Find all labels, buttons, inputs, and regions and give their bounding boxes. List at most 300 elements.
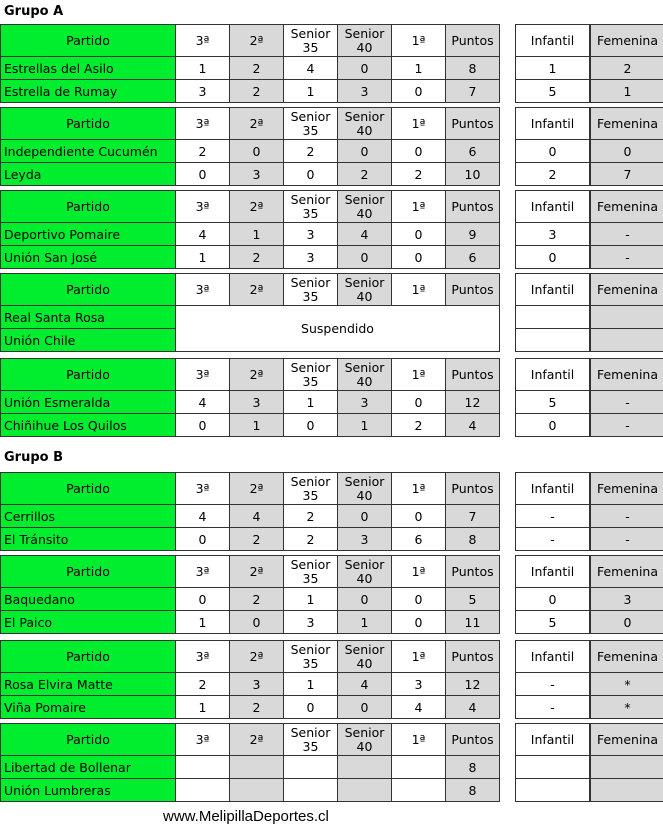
score-cell: 4 (446, 696, 500, 719)
header-senior-40-line: 40 (356, 39, 373, 55)
header-infantil: Infantil (516, 556, 590, 588)
team-name: El Paico (1, 611, 176, 634)
score-cell (176, 756, 230, 779)
team-row (591, 611, 663, 634)
header-row (516, 359, 590, 391)
score-cell: 3 (284, 611, 338, 634)
header-primera: 1ª (392, 473, 446, 505)
header-senior-35-line: 35 (302, 570, 319, 586)
team-name: Real Santa Rosa (1, 306, 176, 329)
femenina-score: * (591, 673, 663, 696)
team-row (516, 80, 590, 103)
header-primera: 1ª (392, 274, 446, 306)
team-row (516, 673, 590, 696)
femenina-table (590, 273, 663, 352)
score-cell: 2 (176, 673, 230, 696)
team-row (1, 57, 500, 80)
header-senior-40-line: 40 (356, 205, 373, 221)
header-senior-35-line: 35 (302, 122, 319, 138)
header-femenina: Femenina (591, 191, 663, 223)
score-cell: 1 (338, 414, 392, 437)
match-block (0, 723, 663, 804)
header-primera: 1ª (392, 108, 446, 140)
group-title: Grupo B (4, 450, 64, 465)
score-cell: 0 (392, 223, 446, 246)
match-table (0, 358, 500, 437)
header-senior-40 (338, 274, 392, 306)
header-infantil: Infantil (516, 108, 590, 140)
header-senior-40-line: 40 (356, 373, 373, 389)
team-row (1, 673, 500, 696)
score-cell: 3 (338, 80, 392, 103)
score-cell: 4 (230, 505, 284, 528)
infantil-score: - (516, 528, 590, 551)
team-row (591, 756, 663, 779)
score-cell: 0 (338, 246, 392, 269)
team-row (591, 140, 663, 163)
header-row (516, 191, 590, 223)
score-cell: 1 (284, 673, 338, 696)
femenina-score: 0 (591, 611, 663, 634)
score-cell: 1 (176, 246, 230, 269)
infantil-score: - (516, 505, 590, 528)
header-senior-35-line: 35 (302, 39, 319, 55)
team-row (516, 57, 590, 80)
team-row (591, 246, 663, 269)
team-name: Chiñihue Los Quilos (1, 414, 176, 437)
team-row (591, 696, 663, 719)
site-url: www.MelipillaDeportes.cl (163, 808, 329, 825)
team-row (516, 246, 590, 269)
team-row (591, 329, 663, 352)
score-cell: 4 (446, 414, 500, 437)
team-row (1, 414, 500, 437)
score-cell: 0 (392, 611, 446, 634)
header-senior-35-line: Senior (290, 359, 331, 375)
header-senior-35-line: Senior (290, 191, 331, 207)
header-senior-35-line: 35 (302, 655, 319, 671)
header-femenina: Femenina (591, 724, 663, 756)
score-cell (392, 779, 446, 802)
team-row (516, 414, 590, 437)
score-cell: 0 (284, 163, 338, 186)
header-row (516, 724, 590, 756)
team-row (591, 57, 663, 80)
header-segunda: 2ª (230, 274, 284, 306)
team-row (591, 391, 663, 414)
header-infantil: Infantil (516, 25, 590, 57)
infantil-score: 0 (516, 414, 590, 437)
score-cell (230, 779, 284, 802)
infantil-score: 5 (516, 611, 590, 634)
match-table (0, 273, 500, 352)
team-row (1, 528, 500, 551)
header-senior-40-line: Senior (344, 359, 385, 375)
header-segunda: 2ª (230, 191, 284, 223)
infantil-table (515, 190, 590, 269)
header-row (591, 359, 663, 391)
header-femenina: Femenina (591, 274, 663, 306)
header-senior-40 (338, 191, 392, 223)
score-cell: 1 (230, 414, 284, 437)
score-cell: 0 (338, 696, 392, 719)
header-femenina: Femenina (591, 641, 663, 673)
score-cell: 3 (176, 80, 230, 103)
match-block (0, 273, 663, 354)
team-row (1, 246, 500, 269)
header-row (516, 641, 590, 673)
header-row (516, 473, 590, 505)
femenina-score: - (591, 528, 663, 551)
header-tercera: 3ª (176, 556, 230, 588)
score-cell: 1 (176, 611, 230, 634)
femenina-score (591, 779, 663, 802)
header-row (591, 724, 663, 756)
header-row (1, 274, 500, 306)
header-row (1, 641, 500, 673)
femenina-score: - (591, 391, 663, 414)
header-segunda: 2ª (230, 556, 284, 588)
score-cell: 1 (176, 57, 230, 80)
team-row (1, 588, 500, 611)
team-row (591, 779, 663, 802)
header-femenina: Femenina (591, 359, 663, 391)
team-row (591, 80, 663, 103)
team-row (1, 391, 500, 414)
header-tercera: 3ª (176, 191, 230, 223)
header-row (1, 191, 500, 223)
score-cell: 0 (392, 505, 446, 528)
score-cell: 12 (446, 673, 500, 696)
header-puntos: Puntos (446, 359, 500, 391)
femenina-table (590, 472, 663, 551)
header-senior-35-line: 35 (302, 487, 319, 503)
header-senior-40 (338, 25, 392, 57)
header-femenina: Femenina (591, 473, 663, 505)
femenina-score (591, 756, 663, 779)
infantil-score (516, 329, 590, 352)
team-name: Estrella de Rumay (1, 80, 176, 103)
score-cell: 6 (446, 246, 500, 269)
header-infantil: Infantil (516, 473, 590, 505)
femenina-score: - (591, 223, 663, 246)
score-cell (392, 756, 446, 779)
header-senior-35-line: Senior (290, 108, 331, 124)
header-senior-40 (338, 359, 392, 391)
team-row (591, 588, 663, 611)
score-cell: 0 (176, 588, 230, 611)
score-cell: 4 (338, 223, 392, 246)
match-block (0, 190, 663, 271)
score-cell: 3 (230, 673, 284, 696)
header-tercera: 3ª (176, 641, 230, 673)
infantil-score: - (516, 673, 590, 696)
header-partido: Partido (1, 108, 176, 140)
header-puntos: Puntos (446, 556, 500, 588)
score-cell: 8 (446, 756, 500, 779)
header-senior-40-line: Senior (344, 724, 385, 740)
score-cell: 1 (284, 391, 338, 414)
header-senior-35-line: Senior (290, 556, 331, 572)
header-puntos: Puntos (446, 191, 500, 223)
femenina-table (590, 107, 663, 186)
match-table (0, 472, 500, 551)
header-row (591, 108, 663, 140)
team-name: Independiente Cucumén (1, 140, 176, 163)
header-infantil: Infantil (516, 274, 590, 306)
femenina-score: 3 (591, 588, 663, 611)
header-senior-40-line: Senior (344, 641, 385, 657)
header-senior-35 (284, 473, 338, 505)
header-senior-40-line: Senior (344, 25, 385, 41)
score-cell: 6 (392, 528, 446, 551)
score-cell: 3 (284, 246, 338, 269)
score-cell: 4 (176, 505, 230, 528)
match-table (0, 555, 500, 634)
team-row (591, 306, 663, 329)
match-block (0, 555, 663, 636)
header-senior-35 (284, 556, 338, 588)
team-row (1, 779, 500, 802)
header-senior-35-line: Senior (290, 25, 331, 41)
header-senior-40-line: 40 (356, 570, 373, 586)
header-senior-40-line: 40 (356, 738, 373, 754)
score-cell: 0 (392, 80, 446, 103)
team-row (591, 223, 663, 246)
femenina-score: - (591, 246, 663, 269)
infantil-table (515, 24, 590, 103)
femenina-table (590, 358, 663, 437)
header-infantil: Infantil (516, 191, 590, 223)
header-senior-35-line: 35 (302, 288, 319, 304)
header-senior-40-line: Senior (344, 473, 385, 489)
score-cell: 2 (230, 696, 284, 719)
score-cell: 4 (176, 223, 230, 246)
header-segunda: 2ª (230, 359, 284, 391)
team-row (516, 391, 590, 414)
femenina-table (590, 723, 663, 802)
score-cell (176, 779, 230, 802)
header-tercera: 3ª (176, 724, 230, 756)
header-senior-35 (284, 274, 338, 306)
infantil-score: 0 (516, 588, 590, 611)
header-row (591, 274, 663, 306)
score-cell: 0 (338, 505, 392, 528)
femenina-score: - (591, 414, 663, 437)
score-cell: 3 (230, 391, 284, 414)
score-cell: 0 (392, 391, 446, 414)
infantil-score (516, 779, 590, 802)
score-cell: 11 (446, 611, 500, 634)
header-partido: Partido (1, 641, 176, 673)
match-table (0, 190, 500, 269)
match-table (0, 107, 500, 186)
header-row (516, 108, 590, 140)
header-segunda: 2ª (230, 25, 284, 57)
header-senior-40-line: Senior (344, 556, 385, 572)
score-cell: 0 (392, 588, 446, 611)
match-block (0, 640, 663, 721)
team-row (1, 140, 500, 163)
infantil-score: 2 (516, 163, 590, 186)
score-cell: 0 (338, 140, 392, 163)
team-row (591, 528, 663, 551)
match-block (0, 107, 663, 188)
header-senior-40-line: 40 (356, 487, 373, 503)
femenina-table (590, 640, 663, 719)
header-segunda: 2ª (230, 641, 284, 673)
header-senior-40-line: Senior (344, 191, 385, 207)
team-row (1, 505, 500, 528)
team-row (516, 329, 590, 352)
header-senior-35-line: Senior (290, 274, 331, 290)
score-cell: 2 (230, 246, 284, 269)
header-row (591, 191, 663, 223)
score-cell: 0 (284, 414, 338, 437)
header-partido: Partido (1, 724, 176, 756)
header-senior-35-line: 35 (302, 373, 319, 389)
score-cell (338, 756, 392, 779)
score-cell (284, 756, 338, 779)
infantil-table (515, 273, 590, 352)
header-segunda: 2ª (230, 473, 284, 505)
header-senior-40 (338, 108, 392, 140)
header-row (591, 25, 663, 57)
header-tercera: 3ª (176, 25, 230, 57)
team-row (1, 163, 500, 186)
score-cell: 1 (284, 80, 338, 103)
score-cell: 7 (446, 505, 500, 528)
score-cell: 2 (284, 528, 338, 551)
header-infantil: Infantil (516, 359, 590, 391)
header-senior-35-line: Senior (290, 473, 331, 489)
team-name: Unión Lumbreras (1, 779, 176, 802)
score-cell: 1 (176, 696, 230, 719)
header-puntos: Puntos (446, 724, 500, 756)
score-cell: 3 (392, 673, 446, 696)
header-row (1, 556, 500, 588)
team-row (591, 505, 663, 528)
header-primera: 1ª (392, 359, 446, 391)
team-name: Deportivo Pomaire (1, 223, 176, 246)
match-table (0, 24, 500, 103)
score-cell: 2 (230, 528, 284, 551)
header-senior-35 (284, 641, 338, 673)
score-cell: 2 (338, 163, 392, 186)
group-title: Grupo A (4, 4, 64, 19)
header-senior-35-line: 35 (302, 205, 319, 221)
score-cell: 4 (338, 673, 392, 696)
team-row (591, 673, 663, 696)
header-partido: Partido (1, 556, 176, 588)
team-row (516, 696, 590, 719)
score-cell: 10 (446, 163, 500, 186)
team-row (1, 611, 500, 634)
team-row (516, 779, 590, 802)
team-name: Libertad de Bollenar (1, 756, 176, 779)
score-cell: 0 (176, 163, 230, 186)
score-cell: 3 (230, 163, 284, 186)
team-row (516, 588, 590, 611)
header-primera: 1ª (392, 556, 446, 588)
header-puntos: Puntos (446, 473, 500, 505)
team-name: Cerrillos (1, 505, 176, 528)
score-cell: 0 (176, 528, 230, 551)
header-row (591, 473, 663, 505)
femenina-score: * (591, 696, 663, 719)
team-name: Baquedano (1, 588, 176, 611)
header-senior-35 (284, 25, 338, 57)
score-cell: 2 (230, 57, 284, 80)
score-cell: 2 (284, 140, 338, 163)
header-tercera: 3ª (176, 274, 230, 306)
team-row (1, 223, 500, 246)
team-row (591, 163, 663, 186)
team-row (516, 611, 590, 634)
match-table (0, 640, 500, 719)
infantil-table (515, 358, 590, 437)
team-name: Estrellas del Asilo (1, 57, 176, 80)
header-senior-35 (284, 724, 338, 756)
score-cell: 9 (446, 223, 500, 246)
infantil-score: 0 (516, 140, 590, 163)
team-row (1, 696, 500, 719)
team-row (1, 756, 500, 779)
team-row (1, 306, 500, 329)
header-primera: 1ª (392, 25, 446, 57)
score-cell: 2 (230, 588, 284, 611)
score-cell (284, 779, 338, 802)
team-row (591, 414, 663, 437)
femenina-score (591, 329, 663, 352)
infantil-table (515, 472, 590, 551)
score-cell: 3 (284, 223, 338, 246)
score-cell: 0 (176, 414, 230, 437)
score-cell: 8 (446, 779, 500, 802)
header-row (1, 724, 500, 756)
femenina-score: 2 (591, 57, 663, 80)
score-cell: 4 (284, 57, 338, 80)
infantil-score: - (516, 696, 590, 719)
score-cell: 1 (392, 57, 446, 80)
match-block (0, 358, 663, 439)
score-cell: 0 (230, 140, 284, 163)
header-row (591, 641, 663, 673)
header-row (516, 274, 590, 306)
header-row (591, 556, 663, 588)
score-cell (230, 756, 284, 779)
score-cell: 5 (446, 588, 500, 611)
infantil-table (515, 555, 590, 634)
femenina-table (590, 190, 663, 269)
team-row (516, 528, 590, 551)
score-cell: 2 (230, 80, 284, 103)
team-name: Unión Esmeralda (1, 391, 176, 414)
header-partido: Partido (1, 359, 176, 391)
header-partido: Partido (1, 25, 176, 57)
header-senior-40 (338, 473, 392, 505)
header-row (516, 25, 590, 57)
femenina-score: 7 (591, 163, 663, 186)
infantil-score (516, 756, 590, 779)
score-cell: 2 (284, 505, 338, 528)
team-row (516, 756, 590, 779)
infantil-score (516, 306, 590, 329)
score-cell: 0 (284, 696, 338, 719)
header-puntos: Puntos (446, 108, 500, 140)
score-cell: 2 (176, 140, 230, 163)
header-senior-40 (338, 556, 392, 588)
